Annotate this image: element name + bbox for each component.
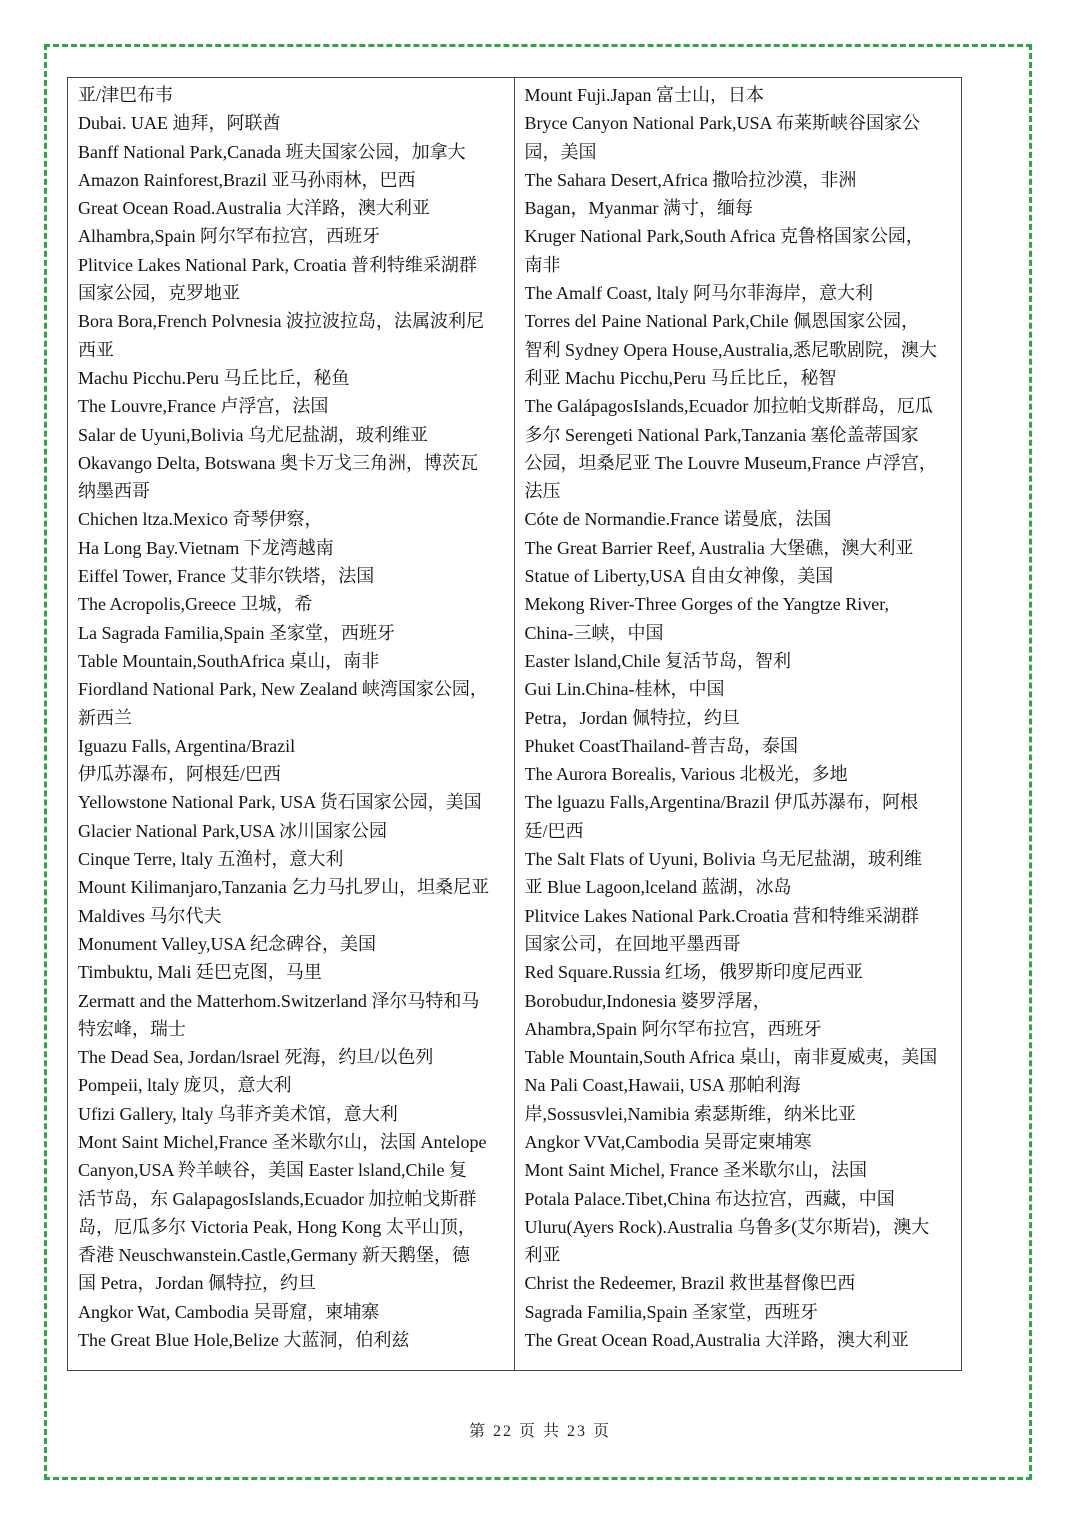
table-line: Mekong River-Three Gorges of the Yangtze River,	[524, 594, 889, 615]
table-line: 利亚	[524, 1245, 561, 1266]
table-line: The Aurora Borealis, Various 北极光，多地	[524, 764, 848, 785]
table-line: 新西兰	[78, 707, 132, 728]
table-line: Petra，Jordan 佩特拉，约旦	[524, 707, 740, 728]
table-line: 国 Petra，Jordan 佩特拉，约旦	[78, 1273, 316, 1294]
table-line: Ha Long Bay.Vietnam 下龙湾越南	[78, 537, 334, 558]
table-line: Uluru(Ayers Rock).Australia 乌鲁多(艾尔斯岩)，澳大	[524, 1216, 930, 1237]
table-line: Fiordland National Park, New Zealand 峡湾国家公园，	[78, 679, 488, 700]
table-line: Bryce Canyon National Park,USA 布莱斯峡谷国家公	[524, 113, 920, 134]
table-line: Potala Palace.Tibet,China 布达拉宫，西藏，中国	[524, 1188, 895, 1209]
table-line: 多尔 Serengeti National Park,Tanzania 塞伦盖蒂国家	[524, 424, 919, 445]
table-line: Na Pali Coast,Hawaii, USA 那帕利海	[524, 1075, 801, 1096]
table-line: Table Mountain,South Africa 桌山，南非夏威夷，美国	[524, 1047, 938, 1068]
table-line: Mount Kilimanjaro,Tanzania 乞力马扎罗山，坦桑尼亚	[78, 877, 490, 898]
table-line: Cóte de Normandie.France 诺曼底，法国	[524, 509, 832, 530]
table-line: 廷/巴西	[524, 820, 584, 841]
table-line: 香港 Neuschwanstein.Castle,Germany 新天鹅堡，德	[78, 1245, 470, 1266]
table-line: Machu Picchu.Peru 马丘比丘，秘鱼	[78, 367, 350, 388]
table-line: 公园，坦桑尼亚 The Louvre Museum,France 卢浮宫，	[524, 452, 937, 473]
table-line: 伊瓜苏瀑布，阿根廷/巴西	[78, 764, 281, 785]
table-line: The Louvre,France 卢浮宫，法国	[78, 396, 329, 417]
table-line: 亚/津巴布韦	[78, 85, 174, 105]
table-line: 国家公园，克罗地亚	[78, 283, 240, 304]
table-line: Ufizi Gallery, ltaly 乌菲齐美术馆，意大利	[78, 1103, 398, 1124]
table-line: The lguazu Falls,Argentina/Brazil 伊瓜苏瀑布，阿根	[524, 792, 919, 813]
table-line: Christ the Redeemer, Brazil 救世基督像巴西	[524, 1273, 856, 1294]
table-line: 南非	[524, 254, 561, 275]
table-line: Alhambra,Spain 阿尔罕布拉宫，西班牙	[78, 226, 380, 247]
table-line: Chichen ltza.Mexico 奇琴伊察，	[78, 509, 323, 530]
table-line: Yellowstone National Park, USA 货石国家公园，美国	[78, 792, 482, 813]
table-line: Okavango Delta, Botswana 奥卡万戈三角洲，博茨瓦	[78, 452, 478, 473]
table-line: Bora Bora,French Polvnesia 波拉波拉岛，法属波利尼	[78, 311, 484, 332]
table-line: The Great Blue Hole,Belize 大蓝洞，伯利兹	[78, 1330, 410, 1351]
table-line: Sagrada Familia,Spain 圣家堂，西班牙	[524, 1301, 818, 1322]
table-line: Dubai. UAE 迪拜，阿联酋	[78, 113, 281, 134]
table-line: Mount Fuji.Japan 富士山，日本	[524, 85, 765, 105]
table-line: Kruger National Park,South Africa 克鲁格国家公园，	[524, 226, 924, 247]
table-line: The Great Barrier Reef, Australia 大堡礁，澳大利亚	[524, 537, 914, 558]
table-line: Mont Saint Michel, France 圣米歇尔山，法国	[524, 1160, 867, 1181]
table-line: Statue of Liberty,USA 自由女神像，美国	[524, 566, 834, 587]
table-line: Glacier National Park,USA 冰川国家公园	[78, 820, 387, 841]
table-line: 国家公司，在回地平墨西哥	[524, 933, 741, 954]
table-line: Borobudur,Indonesia 婆罗浮屠，	[524, 990, 771, 1011]
table-line: The Great Ocean Road,Australia 大洋路，澳大利亚	[524, 1330, 909, 1351]
table-line: Ahambra,Spain 阿尔罕布拉宫，西班牙	[524, 1018, 822, 1039]
table-line: Plitvice Lakes National Park.Croatia 营和特维采湖群	[524, 905, 919, 926]
table-line: Timbuktu, Mali 廷巴克图，马里	[78, 962, 322, 983]
table-line: Canyon,USA 羚羊峡谷，美国 Easter lsland,Chile 复	[78, 1160, 467, 1181]
left-column	[68, 78, 515, 1370]
table-line: Gui Lin.China-桂林，中国	[524, 679, 725, 700]
table-line: The Amalf Coast, ltaly 阿马尔菲海岸，意大利	[524, 283, 873, 304]
table-line: Monument Valley,USA 纪念碑谷，美国	[78, 933, 377, 954]
table-line: Salar de Uyuni,Bolivia 乌尤尼盐湖，玻利维亚	[78, 424, 428, 445]
table-line: Zermatt and the Matterhom.Switzerland 泽尔马特和马	[78, 990, 480, 1011]
table-line: 园，美国	[524, 141, 597, 162]
table-line: Iguazu Falls, Argentina/Brazil	[78, 735, 296, 756]
table-line: Phuket CoastThailand-普吉岛，泰国	[524, 735, 798, 756]
table-line: Mont Saint Michel,France 圣米歇尔山，法国 Antelope	[78, 1131, 487, 1152]
table-line: 利亚 Machu Picchu,Peru 马丘比丘，秘智	[524, 367, 837, 388]
table-line: Pompeii, ltaly 庞贝，意大利	[78, 1075, 292, 1096]
page-number: 第 22 页 共 23 页	[468, 1423, 611, 1440]
table-line: 西亚	[78, 339, 114, 360]
table-line: 岛，厄瓜多尔 Victoria Peak, Hong Kong 太平山顶，	[78, 1216, 476, 1237]
table-line: The GalápagosIslands,Ecuador 加拉帕戈斯群岛，厄瓜	[524, 396, 933, 417]
table-line: Easter lsland,Chile 复活节岛，智利	[524, 650, 791, 671]
table-line: Eiffel Tower, France 艾菲尔铁塔，法国	[78, 566, 375, 587]
table-line: Plitvice Lakes National Park, Croatia 普利特维采湖群	[78, 254, 477, 275]
table-line: Angkor Wat, Cambodia 吴哥窟，柬埔寨	[78, 1301, 380, 1322]
table-line: Torres del Paine National Park,Chile 佩恩国家公园，	[524, 311, 920, 332]
table-line: Red Square.Russia 红场，俄罗斯印度尼西亚	[524, 962, 863, 983]
table-line: The Salt Flats of Uyuni, Bolivia 乌无尼盐湖，玻利维	[524, 849, 922, 870]
table-line: The Acropolis,Greece 卫城，希	[78, 594, 313, 615]
two-column-table	[67, 77, 962, 1371]
table-line: The Sahara Desert,Africa 撒哈拉沙漠，非洲	[524, 169, 857, 190]
table-line: The Dead Sea, Jordan/lsrael 死海，约旦/以色列	[78, 1047, 434, 1068]
table-line: 法压	[524, 481, 561, 502]
right-column	[515, 78, 962, 1370]
table-line: Maldives 马尔代夫	[78, 905, 222, 926]
table-line: 特宏峰，瑞士	[78, 1018, 186, 1039]
table-line: Table Mountain,SouthAfrica 桌山，南非	[78, 650, 380, 671]
table-line: La Sagrada Familia,Spain 圣家堂，西班牙	[78, 622, 395, 643]
table-line: 纳墨西哥	[78, 481, 150, 502]
table-line: China-三峡，中国	[524, 622, 664, 643]
table-line: Amazon Rainforest,Brazil 亚马孙雨林，巴西	[78, 169, 416, 190]
table-line: 亚 Blue Lagoon,lceland 蓝湖，冰岛	[524, 877, 792, 898]
table-line: Bagan，Myanmar 满寸，缅每	[524, 198, 753, 219]
table-line: Banff National Park,Canada 班夫国家公园，加拿大	[78, 141, 466, 162]
table-line: 活节岛，东 GalapagosIslands,Ecuador 加拉帕戈斯群	[78, 1188, 477, 1209]
table-line: Great Ocean Road.Australia 大洋路，澳大利亚	[78, 198, 430, 219]
table-line: Angkor VVat,Cambodia 吴哥定柬埔寒	[524, 1131, 812, 1152]
table-line: 岸,Sossusvlei,Namibia 索瑟斯维，纳米比亚	[524, 1103, 856, 1124]
table-line: 智利 Sydney Opera House,Australia,悉尼歌剧院，澳大	[524, 339, 937, 360]
table-line: Cinque Terre, ltaly 五渔村，意大利	[78, 849, 344, 870]
